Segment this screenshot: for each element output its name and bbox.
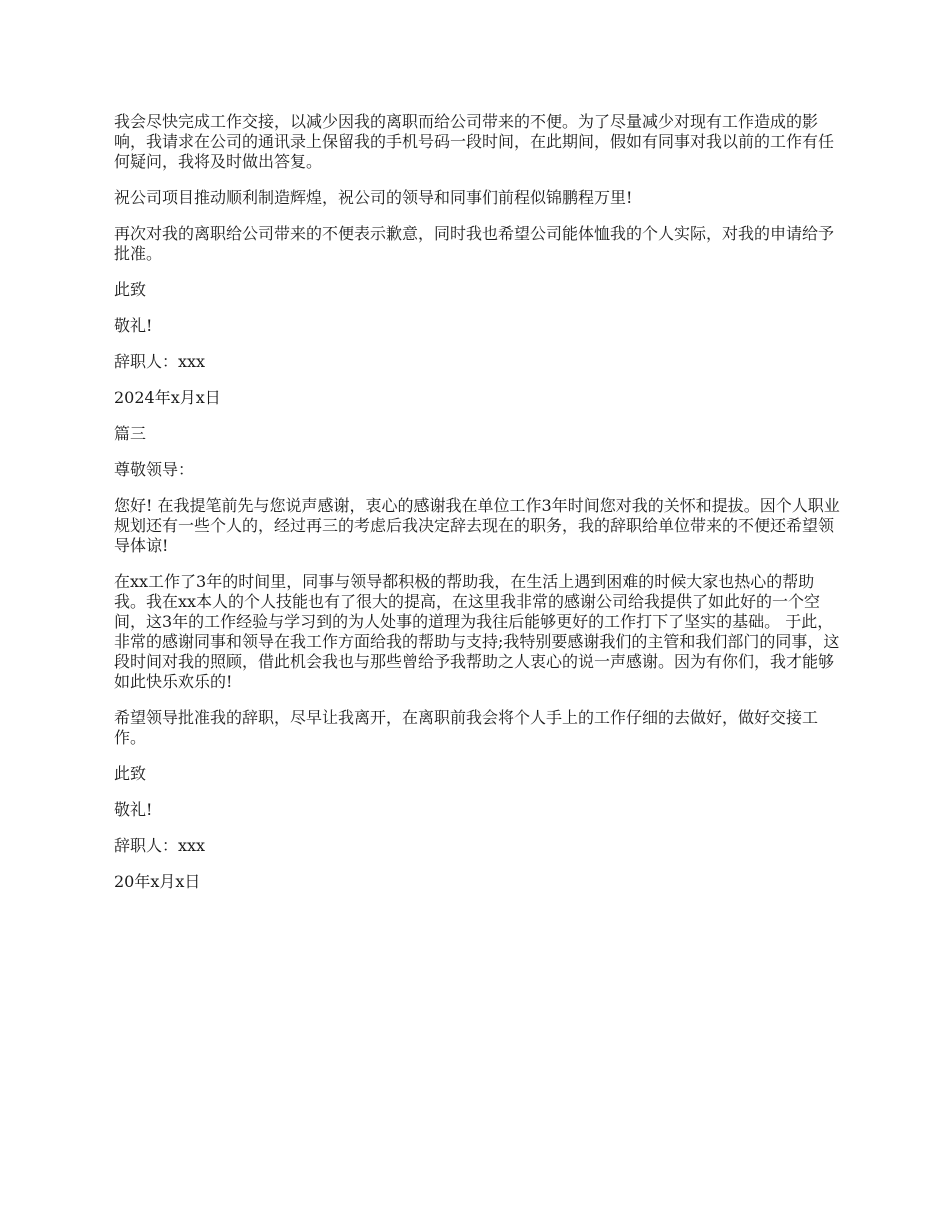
paragraph-wishes: 祝公司项目推动顺利制造辉煌，祝公司的领导和同事们前程似锦鹏程万里! [114, 188, 633, 207]
paragraph-apology: 再次对我的离职给公司带来的不便表示歉意，同时我也希望公司能体恤我的个人实际，对我的申请给予批准。 [114, 224, 835, 263]
signature-line: 辞职人：xxx [114, 352, 206, 371]
closing-salutation-2: 此致 [114, 764, 147, 783]
document-page [114, 112, 840, 908]
section-heading: 篇三 [114, 424, 147, 443]
closing-salutation: 此致 [114, 280, 147, 299]
paragraph-thanks: 您好! 在我提笔前先与您说声感谢，衷心的感谢我在单位工作3年时间您对我的关怀和提拔。因个人职业规划还有一些个人的，经过再三的考虑后我决定辞去现在的职务，我的辞职给单位带来的不便还希望领导体谅! [114, 496, 840, 555]
signature-line-2: 辞职人：xxx [114, 836, 206, 855]
paragraph-experience: 在xx工作了3年的时间里，同事与领导都积极的帮助我，在生活上遇到困难的时候大家也热心的帮助我。我在xx本人的个人技能也有了很大的提高，在这里我非常的感谢公司给我提供了如此好的一个空间，这3年的工作经验与学习到的为人处事的道理为我往后能够更好的工作打下了坚实的基础。 于此，非常的感谢同事和领导在我工作方面给我的帮助与支持;我特别要感谢我们的主管和我们部门的同事，这段时间对我的照顾，借此机会我也与那些曾给予我帮助之人衷心的说一声感谢。因为有你们，我才能够如此快乐欢乐的! [114, 572, 840, 691]
paragraph-request: 希望领导批准我的辞职，尽早让我离开，在离职前我会将个人手上的工作仔细的去做好，做好交接工作。 [114, 708, 819, 747]
closing-respect: 敬礼! [114, 316, 153, 335]
closing-respect-2: 敬礼! [114, 800, 153, 819]
date-line: 2024年x月x日 [114, 388, 221, 407]
date-line-2: 20年x月x日 [114, 872, 201, 891]
paragraph-handover: 我会尽快完成工作交接，以减少因我的离职而给公司带来的不便。为了尽量减少对现有工作造成的影响，我请求在公司的通讯录上保留我的手机号码一段时间，在此期间，假如有同事对我以前的工作有任何疑问，我将及时做出答复。 [114, 112, 835, 171]
greeting: 尊敬领导： [114, 460, 195, 479]
